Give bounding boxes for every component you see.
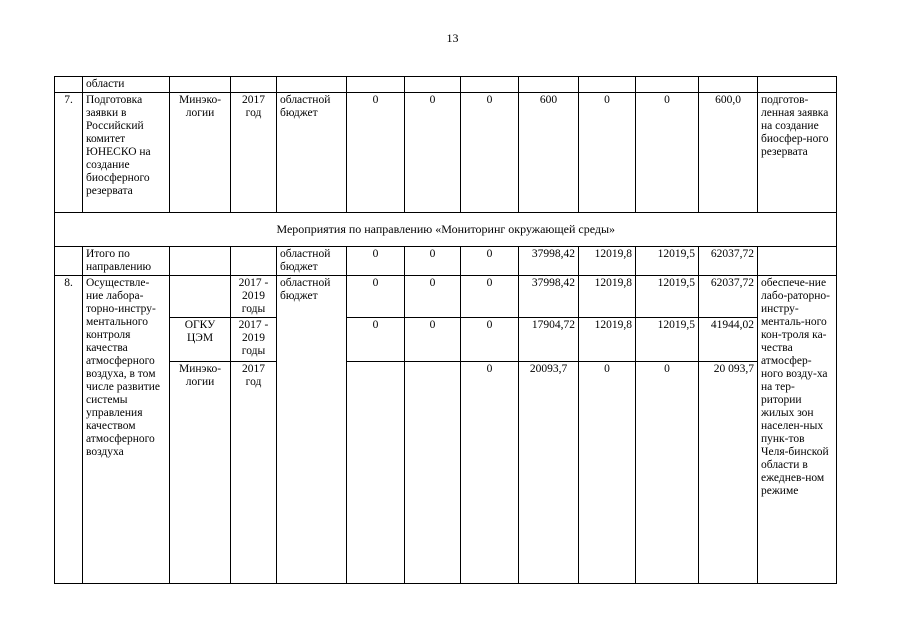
period-cell: 2017 год bbox=[231, 362, 277, 584]
period-cell: 2017 - 2019 годы bbox=[231, 318, 277, 362]
row-number: 8. bbox=[55, 276, 83, 584]
source-cell: областной бюджет bbox=[277, 247, 347, 276]
value-cell: 12019,8 bbox=[579, 318, 636, 362]
source-cell: областной бюджет bbox=[277, 93, 347, 213]
section-title: Мероприятия по направлению «Мониторинг окружающей среды» bbox=[83, 213, 837, 247]
value-cell: 0 bbox=[347, 247, 405, 276]
value-cell: 12019,8 bbox=[579, 276, 636, 318]
period-cell: 2017 год bbox=[231, 93, 277, 213]
name-cell: Итого по направлению bbox=[83, 247, 170, 276]
total-cell: 41944,02 bbox=[699, 318, 758, 362]
value-cell: 37998,42 bbox=[519, 247, 579, 276]
value-cell: 0 bbox=[405, 93, 461, 213]
value-cell: 12019,5 bbox=[636, 318, 699, 362]
result-cell: подготов-ленная заявка на создание биосфер-ного резервата bbox=[758, 93, 837, 213]
value-cell: 0 bbox=[405, 247, 461, 276]
table-row bbox=[55, 93, 837, 213]
name-cell: области bbox=[83, 77, 170, 93]
period-cell: 2017 - 2019 годы bbox=[231, 276, 277, 318]
value-cell: 600 bbox=[519, 93, 579, 213]
value-cell: 0 bbox=[347, 318, 405, 362]
value-cell: 12019,5 bbox=[636, 276, 699, 318]
table-row bbox=[55, 77, 837, 93]
program-table bbox=[54, 76, 837, 584]
value-cell: 0 bbox=[347, 276, 405, 318]
table-row bbox=[55, 247, 837, 276]
table-row bbox=[55, 276, 837, 318]
table-row bbox=[55, 318, 837, 362]
result-cell: обеспече-ние лабо-раторно-инстру-менталь-ного кон-троля ка-чества атмосфер-ного возду-ха на тер-ритории жилых зон населен-ных пунк-тов Челя-бинской области в ежеднев-ном режиме bbox=[758, 276, 837, 584]
value-cell: 12019,5 bbox=[636, 247, 699, 276]
total-cell: 62037,72 bbox=[699, 247, 758, 276]
value-cell: 0 bbox=[636, 93, 699, 213]
value-cell: 0 bbox=[347, 93, 405, 213]
value-cell: 17904,72 bbox=[519, 318, 579, 362]
page-number: 13 bbox=[446, 31, 459, 45]
executor-cell: Минэко-логии bbox=[170, 93, 231, 213]
value-cell: 0 bbox=[579, 93, 636, 213]
row-number: 7. bbox=[55, 93, 83, 213]
value-cell: 0 bbox=[405, 276, 461, 318]
table-row bbox=[55, 362, 837, 584]
value-cell: 0 bbox=[579, 362, 636, 584]
section-heading-row bbox=[55, 213, 837, 247]
executor-cell: Минэко-логии bbox=[170, 362, 231, 584]
total-cell: 600,0 bbox=[699, 93, 758, 213]
value-cell: 0 bbox=[461, 318, 519, 362]
value-cell: 0 bbox=[405, 318, 461, 362]
value-cell: 20093,7 bbox=[519, 362, 579, 584]
value-cell: 0 bbox=[461, 93, 519, 213]
total-cell: 20 093,7 bbox=[699, 362, 758, 584]
source-cell: областной бюджет bbox=[277, 276, 347, 584]
value-cell: 0 bbox=[461, 276, 519, 318]
value-cell: 0 bbox=[461, 247, 519, 276]
value-cell: 37998,42 bbox=[519, 276, 579, 318]
value-cell: 12019,8 bbox=[579, 247, 636, 276]
name-cell: Осуществле-ние лабора-торно-инстру-ментального контроля качества атмосферного воздуха, в том числе развитие системы управления качеством атмосферного воздуха bbox=[83, 276, 170, 584]
executor-cell: ОГКУ ЦЭМ bbox=[170, 318, 231, 362]
name-cell: Подготовка заявки в Российский комитет ЮНЕСКО на создание биосферного резервата bbox=[83, 93, 170, 213]
total-cell: 62037,72 bbox=[699, 276, 758, 318]
value-cell: 0 bbox=[461, 362, 519, 584]
value-cell: 0 bbox=[636, 362, 699, 584]
